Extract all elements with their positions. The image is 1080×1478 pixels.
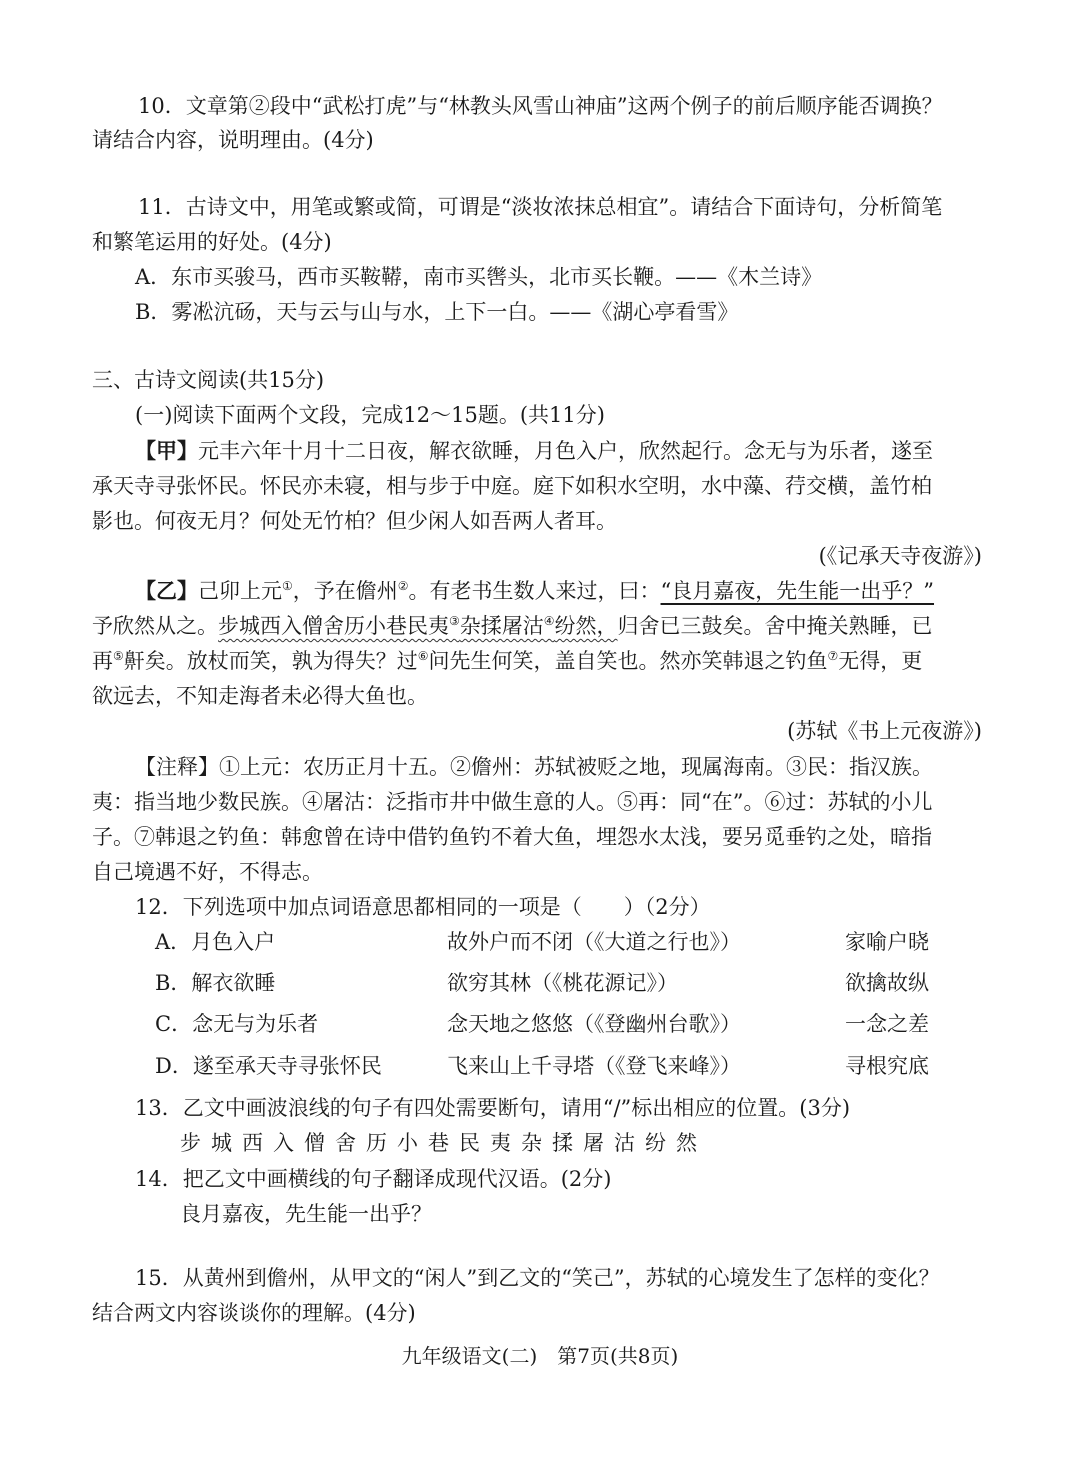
yi-line2: [92, 612, 992, 640]
note-ref-7: ⑦: [827, 649, 839, 663]
q12-row-c-col1: C．念无与为乐者: [155, 1012, 319, 1036]
yi-line3: [92, 647, 992, 675]
notes-line4: 自己境遇不好，不得志。: [92, 860, 323, 884]
yi-text3a: 再: [92, 649, 113, 673]
note-ref-3: ③: [449, 614, 460, 628]
q14-stem: 14．把乙文中画横线的句子翻译成现代汉语。(2分): [135, 1167, 612, 1191]
jia-line2: 承天寺寻张怀民。怀民亦未寝，相与步于中庭。庭下如积水空明，水中藻、荇交横，盖竹柏: [92, 474, 932, 498]
yi-text2a: 予欣然从之。: [92, 614, 218, 638]
jia-text1: 元丰六年十月十二日夜，解衣欲睡，月色入户，欣然起行。念无与为乐者，遂至: [198, 439, 933, 463]
note-ref-4: ④: [543, 614, 555, 628]
q11-option-a: A．东市买骏马，西市买鞍鞯，南市买辔头，北市买长鞭。——《木兰诗》: [135, 265, 823, 289]
q12-row-c-col2: 念天地之悠悠（《登幽州台歌》）: [447, 1012, 741, 1036]
q12-row-b-col2: 欲穷其林（《桃花源记》）: [447, 971, 678, 995]
q12-row-a-col3: 家喻户晓: [845, 930, 929, 954]
yi-line4: 欲远去，不知走海者未必得大鱼也。: [92, 684, 428, 708]
yi-wavy-sentence: [218, 614, 618, 638]
yi-text1b: ，予在儋州: [292, 579, 398, 603]
q12-row-d-col2: 飞来山上千寻塔（《登飞来峰》）: [447, 1054, 741, 1078]
q11-line1: 11．古诗文中，用笔或繁或简，可谓是“淡妆浓抹总相宜”。请结合下面诗句，分析简笔: [138, 195, 943, 219]
q10-line2: 请结合内容，说明理由。(4分): [92, 128, 374, 152]
q12-row-a-col2: 故外户而不闭（《大道之行也》）: [447, 930, 741, 954]
note-ref-6: ⑥: [417, 649, 429, 663]
q12-row-d-col3: 寻根究底: [845, 1054, 929, 1078]
q12-stem: 12．下列选项中加点词语意思都相同的一项是（ ）（2分）: [135, 895, 711, 919]
yi-wavy-part3: 纷然，: [554, 614, 618, 638]
q11-option-b: B．雾凇沆砀，天与云与山与水，上下一白。——《湖心亭看雪》: [135, 300, 739, 324]
section3-title: 三、古诗文阅读(共15分): [92, 368, 325, 392]
jia-tag: 【甲】: [135, 438, 198, 463]
yi-source: (苏轼《书上元夜游》): [787, 719, 982, 743]
yi-wavy-part2: 杂揉屠沽: [459, 614, 544, 638]
note-ref-5: ⑤: [113, 649, 124, 663]
yi-underlined-sentence: “良月嘉夜，先生能一出乎？”: [660, 579, 935, 603]
page-footer: 九年级语文(二) 第7页(共8页): [401, 1344, 679, 1368]
yi-text1a: 己卯上元: [198, 579, 282, 603]
q10-line1: 10．文章第②段中“武松打虎”与“林教头风雪山神庙”这两个例子的前后顺序能否调换？: [138, 94, 943, 118]
note-ref-2: ②: [397, 579, 409, 593]
q12-row-d-col1: D．遂至承天寺寻张怀民: [155, 1054, 382, 1078]
q15-line2: 结合两文内容谈谈你的理解。(4分): [92, 1301, 416, 1325]
notes-line1: 【注释】①上元：农历正月十五。②儋州：苏轼被贬之地，现属海南。③民：指汉族。: [135, 755, 933, 779]
q12-row-b-col3: 欲擒故纵: [845, 971, 929, 995]
q13-sentence: 步城西入僧舍历小巷民夷杂揉屠沽纷然: [180, 1131, 707, 1155]
section3-subtitle: (一)阅读下面两个文段，完成12～15题。(共11分): [135, 403, 605, 427]
jia-source: (《记承天寺夜游》): [818, 544, 982, 568]
yi-text2e: 归舍已三鼓矣。舍中掩关熟睡，已: [617, 614, 933, 638]
q14-sentence: 良月嘉夜，先生能一出乎？: [180, 1202, 432, 1226]
q12-row-b-col1: B．解衣欲睡: [155, 971, 276, 995]
notes-line2: 夷：指当地少数民族。④屠沽：泛指市井中做生意的人。⑤再：同“在”。⑥过：苏轼的小儿: [92, 790, 933, 814]
q11-line2: 和繁笔运用的好处。(4分): [92, 230, 332, 254]
yi-text3d: 无得，更: [838, 649, 923, 673]
q12-row-c-col3: 一念之差: [845, 1012, 929, 1036]
jia-line3: 影也。何夜无月？何处无竹柏？但少闲人如吾两人者耳。: [92, 509, 617, 533]
q12-row-a-col1: A．月色入户: [155, 930, 276, 954]
yi-text3b: 鼾矣。放杖而笑，孰为得失？过: [123, 649, 418, 673]
note-ref-1: ①: [282, 579, 293, 593]
yi-tag: 【乙】: [135, 578, 198, 603]
yi-text1c: 。有老书生数人来过，曰：: [408, 579, 661, 603]
jia-line1: [135, 437, 1035, 465]
yi-line1: [135, 577, 1035, 605]
notes-line3: 子。⑦韩退之钓鱼：韩愈曾在诗中借钓鱼钓不着大鱼，埋怨水太浅，要另觅垂钓之处，暗指: [92, 825, 932, 849]
yi-text3c: 问先生何笑，盖自笑也。然亦笑韩退之钓鱼: [428, 649, 828, 673]
q13-stem: 13．乙文中画波浪线的句子有四处需要断句，请用“/”标出相应的位置。(3分): [135, 1096, 851, 1120]
yi-wavy-part1: 步城西入僧舍历小巷民夷: [218, 614, 449, 638]
q15-line1: 15．从黄州到儋州，从甲文的“闲人”到乙文的“笑己”，苏轼的心境发生了怎样的变化？: [135, 1266, 940, 1290]
